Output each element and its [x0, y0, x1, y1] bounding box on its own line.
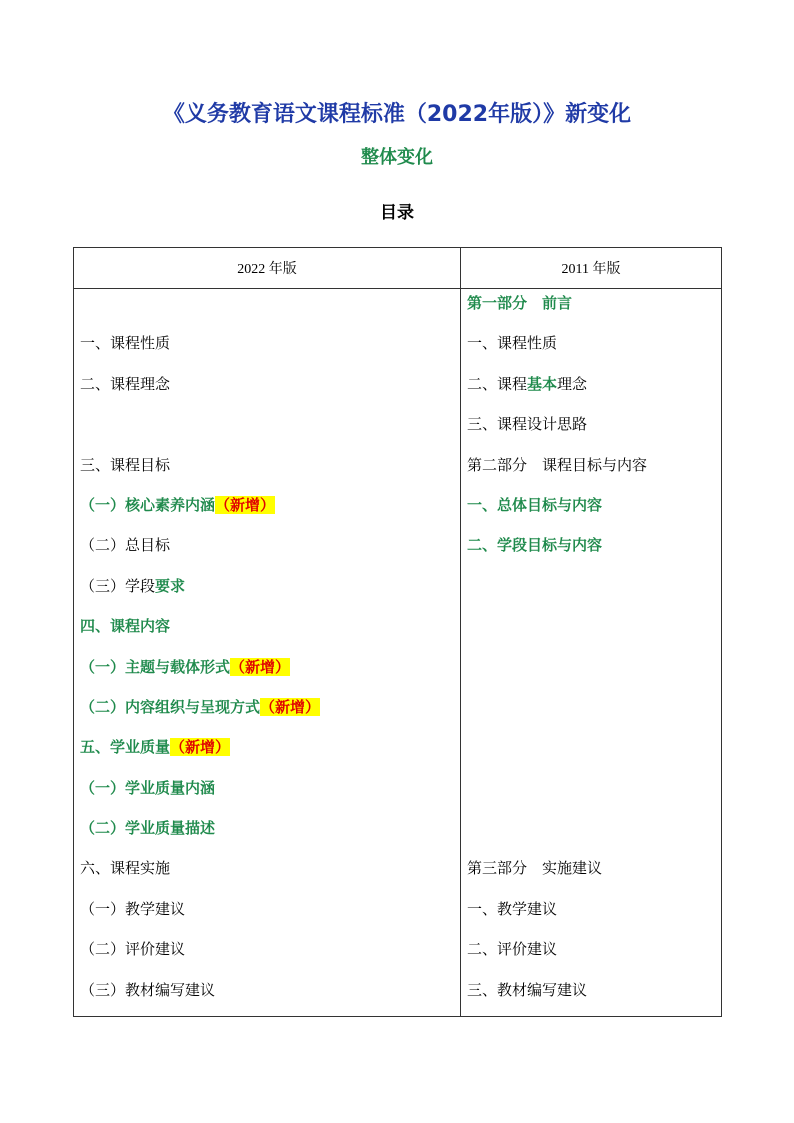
left-item-text: （二）内容组织与呈现方式	[80, 697, 261, 716]
right-list-item	[461, 653, 721, 693]
right-list-item	[461, 491, 721, 531]
left-item-text: 三、课程目标	[80, 455, 171, 474]
right-list-item	[461, 693, 721, 733]
left-item-text: （一）学业质量内涵	[80, 778, 216, 797]
left-item-text: 六、课程实施	[80, 859, 171, 878]
right-list-item	[461, 370, 721, 410]
left-list-item	[74, 410, 460, 450]
left-list-item	[74, 814, 460, 854]
left-list-item	[74, 774, 460, 814]
right-list-item	[461, 612, 721, 652]
right-item-text: 一、总体目标与内容	[467, 495, 603, 514]
left-list-item	[74, 289, 460, 329]
comparison-table	[73, 247, 722, 1017]
left-item-text: 二、课程理念	[80, 374, 171, 393]
right-item-text: 基本	[527, 374, 558, 393]
left-list-item	[74, 653, 460, 693]
right-list-item	[461, 895, 721, 935]
right-item-text: 理念	[557, 374, 588, 393]
left-item-text: 要求	[155, 576, 186, 595]
page-subtitle: 整体变化	[361, 147, 433, 168]
left-list-item	[74, 491, 460, 531]
right-list-item	[461, 774, 721, 814]
left-item-text: （一）教学建议	[80, 899, 186, 918]
right-item-text: 一、课程性质	[467, 334, 558, 353]
right-list-item	[461, 572, 721, 612]
left-item-text: 一、课程性质	[80, 334, 171, 353]
right-item-text: 一、教学建议	[467, 899, 558, 918]
right-item-text: 二、评价建议	[467, 940, 558, 959]
right-list-item	[461, 935, 721, 975]
right-item-text: 三、教材编写建议	[467, 980, 588, 999]
left-list-item	[74, 935, 460, 975]
right-item-text: 第一部分 前言	[467, 294, 573, 312]
right-list-item	[461, 289, 721, 329]
page-title: 《义务教育语文课程标准（2022年版）》新变化	[162, 102, 632, 127]
left-item-text: （二）学业质量描述	[80, 819, 216, 838]
toc-heading: 目录	[380, 203, 414, 223]
left-list-item	[74, 612, 460, 652]
left-list-item	[74, 531, 460, 571]
header-2011: 2011 年版	[461, 248, 722, 289]
new-tag: （新增）	[215, 495, 276, 514]
right-item-text: 二、学段目标与内容	[467, 536, 603, 555]
column-2011	[461, 289, 722, 1017]
left-list-item	[74, 693, 460, 733]
left-list-item	[74, 370, 460, 410]
right-item-text: 三、课程设计思路	[467, 415, 588, 434]
left-list-item	[74, 329, 460, 369]
right-item-text: 第二部分 课程目标与内容	[467, 455, 648, 474]
right-list-item	[461, 531, 721, 571]
left-list-item	[74, 451, 460, 491]
table-header-row	[74, 248, 722, 289]
left-item-text: 四、课程内容	[80, 617, 171, 636]
right-list-item	[461, 451, 721, 491]
left-list-item	[74, 572, 460, 612]
left-item-text: （二）评价建议	[80, 940, 186, 959]
left-item-text: （三）教材编写建议	[80, 980, 216, 999]
right-list-item	[461, 410, 721, 450]
left-list-item	[74, 976, 460, 1016]
header-2022: 2022 年版	[74, 248, 461, 289]
left-list-item	[74, 854, 460, 894]
right-list-item	[461, 854, 721, 894]
left-item-text: （二）总目标	[80, 536, 171, 555]
new-tag: （新增）	[170, 738, 231, 757]
table-body-row	[74, 289, 722, 1017]
new-tag: （新增）	[260, 697, 321, 716]
right-item-text: 二、课程	[467, 374, 528, 393]
left-item-text: （一）主题与载体形式	[80, 657, 231, 676]
left-item-text: （三）学段	[80, 576, 156, 595]
new-tag: （新增）	[230, 657, 291, 676]
right-item-text: 第三部分 实施建议	[467, 859, 603, 878]
left-list-item	[74, 895, 460, 935]
right-list-item	[461, 329, 721, 369]
column-2022	[74, 289, 461, 1017]
left-item-text: （一）核心素养内涵	[80, 495, 216, 514]
left-list-item	[74, 733, 460, 773]
right-list-item	[461, 976, 721, 1016]
right-list-item	[461, 733, 721, 773]
right-list-item	[461, 814, 721, 854]
left-item-text: 五、学业质量	[80, 738, 171, 757]
